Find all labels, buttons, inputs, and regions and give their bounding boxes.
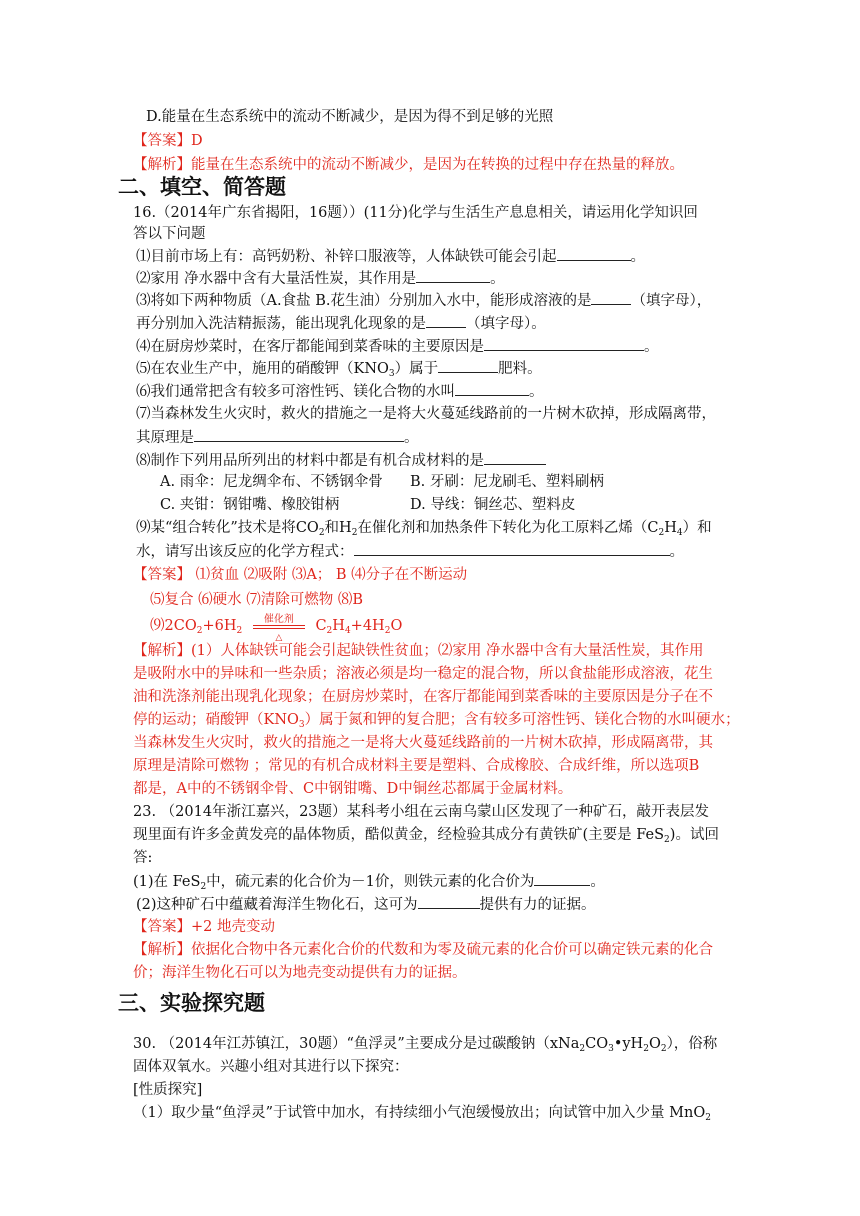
q16-sub-6: ⑹我们通常把含有较多可溶性钙、镁化合物的水叫 。	[136, 381, 544, 402]
answer-16-equation: $⑼2CO_2+6H_2$ 催化剂 △ $C_2H_4+4H_2O$	[150, 614, 403, 643]
q16-sub-2: ⑵家用 净水器中含有大量活性炭，其作用是 。	[136, 268, 505, 289]
explanation-16-l6: 原理是清除可燃物 ；常见的有机合成材料主要是塑料、合成橡胶、合成纤维，所以选项B	[133, 758, 700, 774]
answer-16-line-2: ⑸复合 ⑹硬水 ⑺清除可燃物 ⑻B	[150, 592, 363, 608]
q23-line-2: 现里面有许多金黄发亮的晶体物质，酷似黄金，经检验其成分有黄铁矿(主要是 FeS$_2$)。试回	[133, 827, 719, 845]
q16-sub-3b: 再分别加入洗洁精振荡，能出现乳化现象的是 （填字母）。	[136, 313, 546, 334]
q30-line-2: 固体双氧水。兴趣小组对其进行以下探究：	[133, 1059, 409, 1075]
q16-sub-9b: 水，请写出该反应的化学方程式： 。	[136, 541, 684, 562]
answer-16-line-1: 【答案】 ⑴贫血 ⑵吸附 ⑶A； B ⑷分子在不断运动	[133, 567, 468, 583]
q16-sub-1: ⑴目前市场上有：高钙奶粉、补锌口服液等，人体缺铁可能会引起 。	[136, 246, 645, 267]
answer-23: 【答案】+2 地壳变动	[133, 919, 275, 935]
q16-line-1: 16.（2014年广东省揭阳，16题））(11分)化学与生活生产息息相关，请运用化学知识回	[133, 205, 698, 221]
q23-line-1: 23. （2014年浙江嘉兴，23题）某科考小组在云南乌蒙山区发现了一种矿石，敲开表层发	[133, 804, 710, 820]
explanation-16-l7: 都是，A中的不锈钢伞骨、C中钢钳嘴、D中铜丝芯都属于金属材料。	[133, 781, 573, 797]
q23-line-3: 答:	[133, 850, 153, 866]
q16-sub-7a: ⑺当森林发生火灾时，救火的措施之一是将大火蔓延线路前的一片树木砍掉，形成隔离带，	[136, 406, 716, 422]
q16-sub-4: ⑷在厨房炒菜时，在客厅都能闻到菜香味的主要原因是 。	[136, 336, 659, 357]
q30-line-3: [性质探究]	[133, 1082, 203, 1098]
q16-option-b: B. 牙刷：尼龙刷毛、塑料刷柄	[410, 474, 604, 490]
explanation-line: 【解析】能量在生态系统中的流动不断减少，是因为在转换的过程中存在热量的释放。	[133, 157, 684, 173]
q16-option-c: C. 夹钳：钢钳嘴、橡胶钳柄	[160, 497, 340, 513]
q16-sub-9a: ⑼某“组合转化”技术是将$CO_2$和$H_2$在催化剂和加热条件下转化为化工原料乙烯$(C_2H_4)$和	[136, 520, 712, 538]
section-heading-3: 三、实验探究题	[118, 991, 265, 1015]
q16-sub-7b: 其原理是 。	[136, 427, 419, 448]
q23-sub-2: (2)这种矿石中蕴藏着海洋生物化石，这可为 提供有力的证据。	[136, 894, 596, 915]
reaction-arrow: 催化剂 △	[251, 616, 307, 636]
answer-line: 【答案】D	[133, 133, 203, 149]
q16-sub-8: ⑻制作下列用品所列出的材料中都是有机合成材料的是	[136, 450, 546, 471]
explanation-16-l5: 当森林发生火灾时，救火的措施之一是将大火蔓延线路前的一片树木砍掉，形成隔离带，其	[133, 735, 713, 751]
q16-line-2: 答以下问题	[133, 226, 206, 242]
section-heading-2: 二、填空、简答题	[118, 175, 286, 199]
explanation-16-l2: 是吸附水中的异味和一些杂质；溶液必须是均一稳定的混合物，所以食盐能形成溶液，花生	[133, 666, 713, 682]
q23-sub-1: (1)在 FeS$_2$中，硫元素的化合价为－1价，则铁元素的化合价为 。	[133, 871, 605, 892]
q16-sub-3a: ⑶将如下两种物质（A.食盐 B.花生油）分别加入水中，能形成溶液的是 （填字母），	[136, 290, 711, 311]
explanation-16-l3: 油和洗涤剂能出现乳化现象；在厨房炒菜时，在客厅都能闻到菜香味的主要原因是分子在不	[133, 689, 713, 705]
explanation-16-l1: 【解析】(1）人体缺铁可能会引起缺铁性贫血；⑵家用 净水器中含有大量活性炭，其作用	[133, 643, 704, 659]
q30-line-1: 30. （2014年江苏镇江，30题）“鱼浮灵”主要成分是过碳酸钠$(xNa_2CO_3•yH_2O_2)$，俗称	[133, 1036, 718, 1054]
explanation-16-l4: 停的运动；硝酸钾$(KNO_3)$属于氮和钾的复合肥；含有较多可溶性钙、镁化合物的水叫硬水；	[133, 712, 740, 730]
option-d-line: D.能量在生态系统中的流动不断减少，是因为得不到足够的光照	[146, 109, 554, 125]
explanation-23-l2: 价；海洋生物化石可以为地壳变动提供有力的证据。	[133, 965, 467, 981]
q16-option-d: D. 导线：铜丝芯、塑料皮	[410, 497, 576, 513]
q16-sub-5: ⑸在农业生产中，施用的硝酸钾$(KNO_3)$属于 肥料。	[136, 358, 542, 379]
q16-option-a: A. 雨伞：尼龙绸伞布、不锈钢伞骨	[160, 474, 383, 490]
explanation-23-l1: 【解析】依据化合物中各元素化合价的代数和为零及硫元素的化合价可以确定铁元素的化合	[133, 942, 713, 958]
q30-line-4: （1）取少量“鱼浮灵”于试管中加水，有持续细小气泡缓慢放出；向试管中加入少量 MnO$_2$	[133, 1105, 711, 1123]
